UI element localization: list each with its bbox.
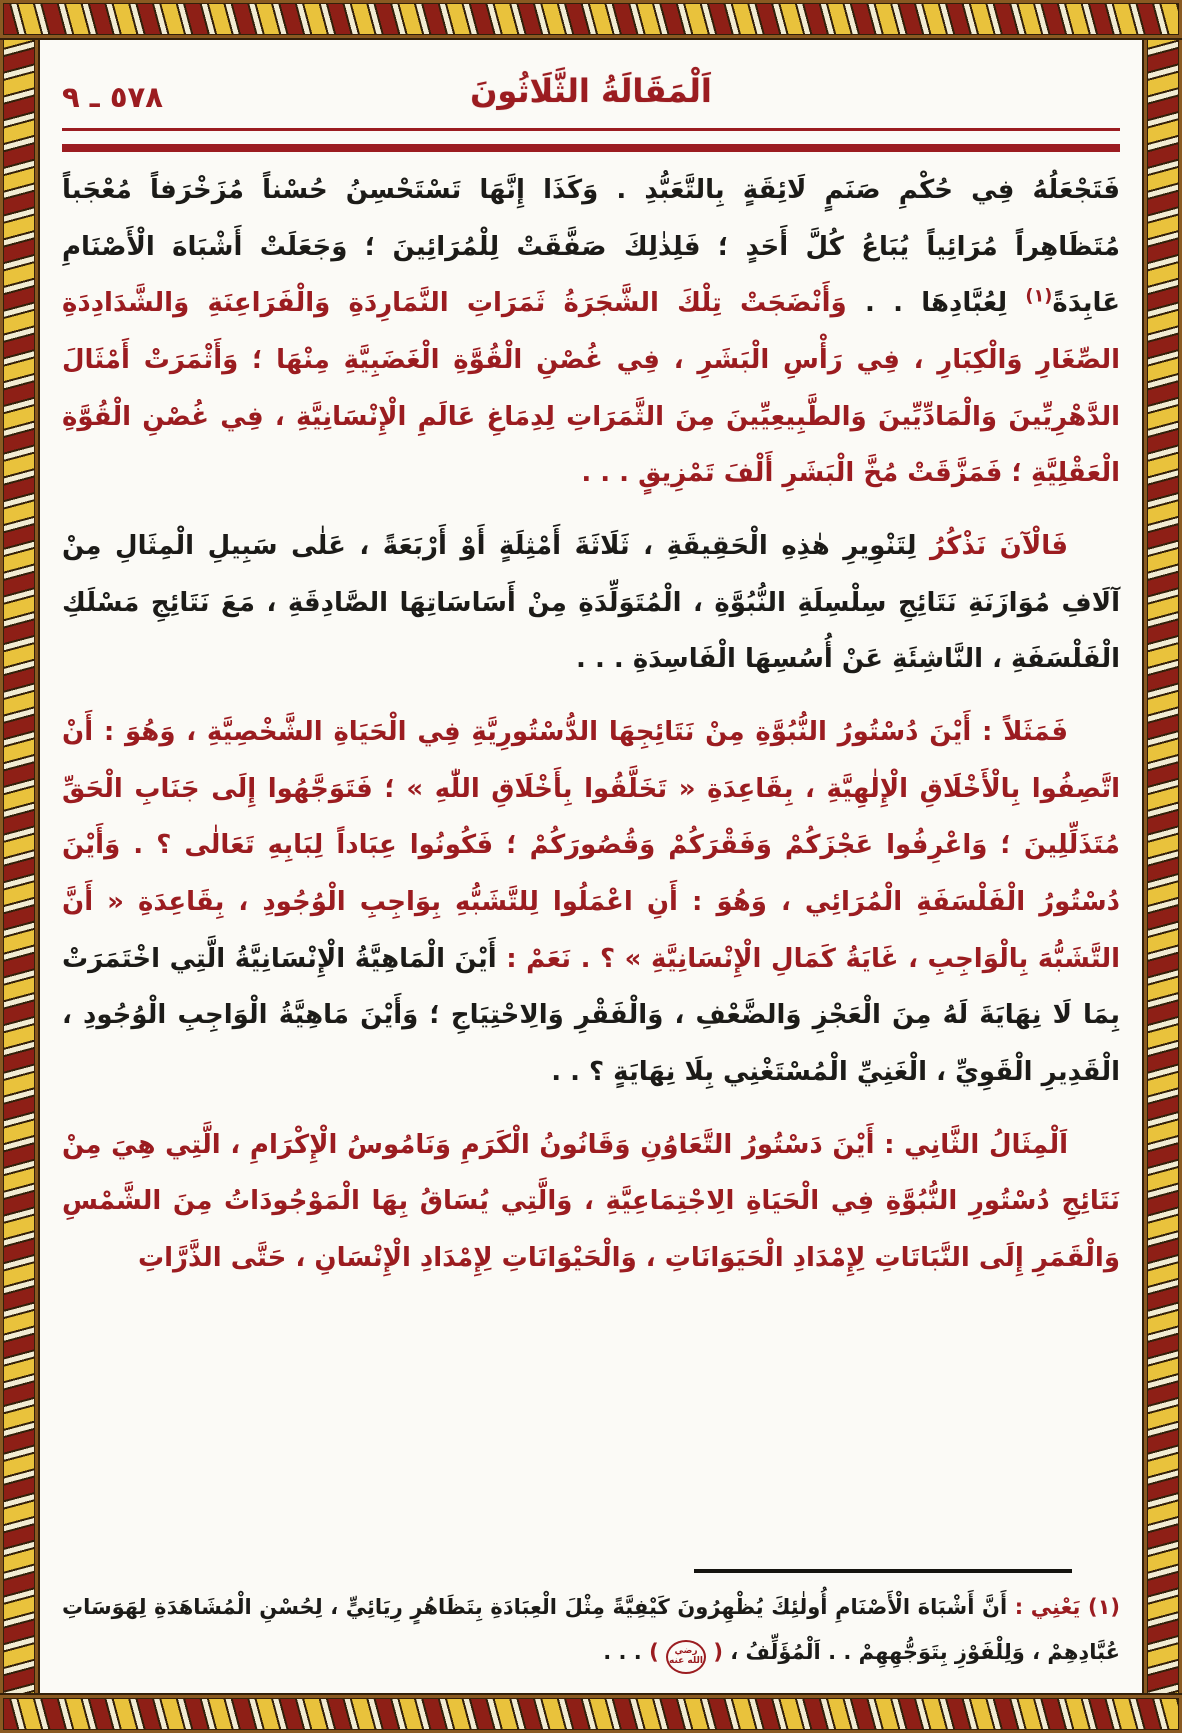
ornamental-border-left [0,0,38,1733]
text-segment: وَأَنْضَجَتْ تِلْكَ الشَّجَرَةُ ثَمَرَاتِ النَّمَارِدَةِ وَالْفَرَاعِنَةِ وَالشَّدَادِدَةِ الصِّغَارِ وَالْكِبَارِ ، فِي رَأْسِ الْبَشَرِ ، فِي غُصْنِ الْقُوَّةِ الْغَضَبِيَّةِ مِنْهَا ؛ وَأَثْمَرَتْ أَمْثَالَ الدَّهْرِيِّينَ وَالْمَادِّيِّينَ وَالطَّبِيعِيِّينَ مِنَ الثَّمَرَاتِ لِدِمَاغِ عَالَمِ الْإِنْسَانِيَّةِ ، فِي غُصْنِ الْقُوَّةِ الْعَقْلِيَّةِ ؛ فَمَزَّقَتْ مُخَّ الْبَشَرِ أَلْفَ تَمْزِيقٍ . . . [62,288,1120,489]
text-segment: أَنَّ أَشْبَاهَ الْأَصْنَامِ أُولٰئِكَ يُظْهِرُونَ كَيْفِيَّةً مِثْلَ الْعِبَادَةِ بِتَظَاهُرٍ رِيَائِيٍّ ، لِحُسْنِ الْمُشَاهَدَةِ لِهَوَسَاتِ عُبَّادِهِمْ ، وَلِلْفَوْزِ بِتَوَجُّهِهِمْ . . اَلْمُؤَلِّفُ ، [62,1594,1120,1664]
paragraph [62,518,1120,688]
text-segment: فَمَثَلاً : أَيْنَ دُسْتُورُ النُّبُوَّةِ مِنْ نَتَائِجِهَا الدُّسْتُورِيَّةِ فِي الْحَيَاةِ الشَّخْصِيَّةِ ، وَهُوَ : أَنْ اتَّصِفُوا بِالْأَخْلَاقِ الْإِلٰهِيَّةِ ، بِقَاعِدَةِ « تَخَلَّقُوا بِأَخْلَاقِ اللّٰهِ » ؛ فَتَوَجَّهُوا إِلَى جَنَابِ الْحَقِّ مُتَذَلِّلِينَ ؛ وَاعْرِفُوا عَجْزَكُمْ وَفَقْرَكُمْ وَقُصُورَكُمْ ؛ فَكُونُوا عِبَاداً لِبَابِهِ تَعَالٰى ؟ . وَأَيْنَ دُسْتُورُ الْفَلْسَفَةِ الْمُرَائِي ، وَهُوَ : أَنِ اعْمَلُوا لِلتَّشَبُّهِ بِوَاجِبِ الْوُجُودِ ، بِقَاعِدَةِ « أَنَّ التَّشَبُّهَ بِالْوَاجِبِ ، غَايَةُ كَمَالِ الْإِنْسَانِيَّةِ » ؟ . نَعَمْ : [62,717,1121,974]
ornamental-border-right [1144,0,1182,1733]
paragraph [62,704,1120,1101]
header-divider [62,128,1120,152]
body-text [62,162,1120,1303]
text-segment: فَالْآنَ نَذْكُرُ [916,531,1068,562]
ornamental-border-bottom [0,1695,1182,1733]
text-segment: أَيْنَ الْمَاهِيَّةُ الْإِنْسَانِيَّةُ الَّتِي اخْتَمَرَتْ بِمَا لَا نِهَايَةَ لَهُ مِنَ الْعَجْزِ وَالضَّعْفِ ، وَالْفَقْرِ وَالِاحْتِيَاجِ ؛ وَأَيْنَ مَاهِيَّةُ الْوَاجِبِ الْوُجُودِ ، الْقَدِيرِ الْقَوِيِّ ، الْغَنِيِّ الْمُسْتَغْنِي بِلَا نِهَايَةٍ ؟ . . [62,943,1120,1088]
page-content [38,38,1144,1695]
text-segment: لِعُبَّادِهَا . . [846,288,1026,319]
footnote-text [62,1585,1120,1675]
seal-close-paren: ) [649,1639,667,1664]
footnote-marker: (١) [1025,286,1053,307]
text-segment: اَلْمِثَالُ الثَّانِي : أَيْنَ دَسْتُورُ التَّعَاوُنِ وَقَانُونُ الْكَرَمِ وَنَامُوسُ الْإِكْرَامِ ، الَّتِي هِيَ مِنْ نَتَائِجِ دُسْتُورِ النُّبُوَّةِ فِي الْحَيَاةِ الِاجْتِمَاعِيَّةِ ، وَالَّتِي يُسَاقُ بِهَا الْمَوْجُودَاتُ مِنَ الشَّمْسِ وَالْقَمَرِ إِلَى النَّبَاتَاتِ لِإِمْدَادِ الْحَيَوَانَاتِ ، وَالْحَيْوَانَاتِ لِإِمْدَادِ الْإِنْسَانِ ، حَتَّى الذَّرَّاتِ [62,1129,1120,1274]
paragraph [62,162,1120,502]
seal-open-paren: ( [706,1639,723,1664]
author-seal: رضي الله عنه [666,1640,706,1674]
text-segment: . . . [603,1639,650,1664]
page-header [62,66,1120,128]
page-title: اَلْمَقَالَةُ الثَّلَاثُونَ [470,72,712,110]
text-segment: لِتَنْوِيرِ هٰذِهِ الْحَقِيقَةِ ، ثَلَاثَةَ أَمْثِلَةٍ أَوْ أَرْبَعَةً ، عَلٰى سَبِيلِ الْمِثَالِ مِنْ آلَافِ مُوَازَنَةِ نَتَائِجِ سِلْسِلَةِ النُّبُوَّةِ ، الْمُتَوَلِّدَةِ مِنْ أَسَاسَاتِهَا الصَّادِقَةِ ، مَعَ نَتَائِجِ مَسْلَكِ الْفَلْسَفَةِ ، النَّاشِئَةِ عَنْ أُسُسِهَا الْفَاسِدَةِ . . . [62,531,1120,675]
footnote-divider [694,1569,1072,1573]
ornamental-border-top [0,0,1182,38]
page-number: ٥٧٨ ـ ٩ [62,80,163,114]
paragraph [62,1117,1120,1287]
text-segment: (١) يَعْنِي : [1007,1594,1120,1619]
text-segment: فَتَجْعَلُهُ فِي حُكْمِ صَنَمٍ لَائِقَةٍ بِالتَّعَبُّدِ . وَكَذَا إِنَّهَا تَسْتَحْسِنُ حُسْناً مُزَخْرَفاً مُعْجَباً مُتَظَاهِراً مُرَائِياً يُبَاعُ كُلَّ أَحَدٍ ؛ فَلِذٰلِكَ صَفَّقَتْ لِلْمُرَائِينَ ؛ وَجَعَلَتْ أَشْبَاهَ الْأَصْنَامِ عَابِدَةً [62,175,1120,319]
footnote [62,1569,1120,1675]
